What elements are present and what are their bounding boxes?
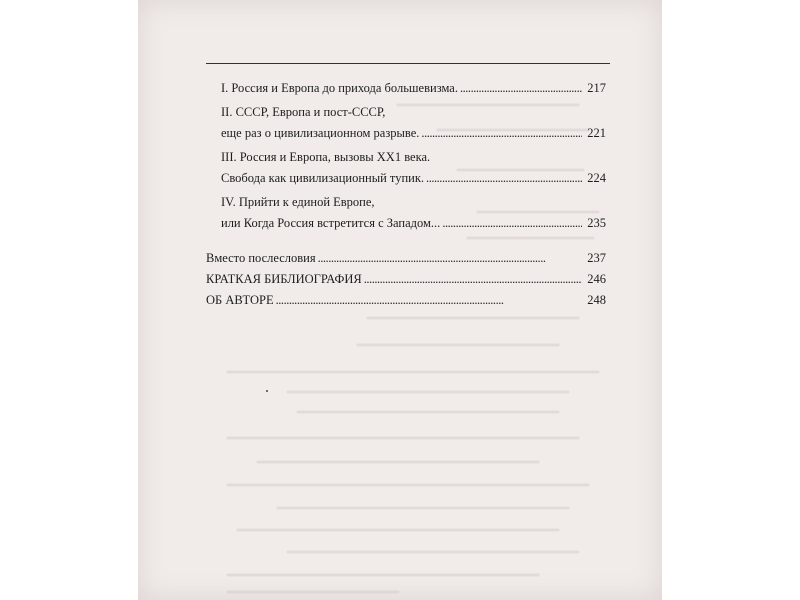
toc-entry-section-1	[206, 78, 606, 99]
dot-leader	[460, 78, 582, 99]
toc-entry-title: IV. Прийти к единой Европе,	[221, 195, 375, 209]
toc-entry-title: III. Россия и Европа, вызовы XX1 века.	[221, 150, 431, 164]
toc-entry-section-2-line-1	[206, 102, 606, 123]
toc-entry-title: II. СССР, Европа и пост-СССР,	[221, 105, 386, 119]
toc-entry-bibliography	[206, 269, 606, 290]
toc-page-number: 248	[587, 293, 606, 307]
toc-page-number: 224	[587, 171, 606, 185]
toc-entry-section-4-line-1	[206, 192, 606, 213]
toc-entry-afterword	[206, 248, 606, 269]
dot-leader	[421, 123, 582, 144]
toc-entry-title: Вместо послесловия	[206, 251, 316, 265]
toc-page-number: 237	[587, 251, 606, 265]
toc-entry-title: КРАТКАЯ БИБЛИОГРАФИЯ	[206, 272, 362, 286]
toc-entry-section-4-line-2	[206, 213, 606, 234]
paper-speck	[266, 390, 268, 392]
dot-leader	[442, 213, 582, 234]
toc-entry-about-author	[206, 290, 606, 311]
toc-entry-title-continued: еще раз о цивилизационном разрыве.	[221, 126, 420, 140]
toc-entry-section-3-line-1	[206, 147, 606, 168]
dot-leader	[364, 269, 582, 290]
toc-page-number: 217	[587, 81, 606, 95]
toc-entry-section-2-line-2	[206, 123, 606, 144]
toc-entry-title: I. Россия и Европа до прихода большевизма.	[221, 81, 458, 95]
book-page	[138, 0, 662, 600]
dot-leader	[276, 290, 582, 311]
table-of-contents	[206, 78, 606, 311]
toc-entry-title-continued: Свобода как цивилизационный тупик.	[221, 171, 425, 185]
toc-page-number: 221	[587, 126, 606, 140]
toc-entry-section-3-line-2	[206, 168, 606, 189]
toc-entry-title: ОБ АВТОРЕ	[206, 293, 274, 307]
dot-leader	[426, 168, 582, 189]
toc-page-number: 235	[587, 216, 606, 230]
toc-entry-title-continued: или Когда Россия встретится с Западом...	[221, 216, 441, 230]
top-rule	[206, 63, 610, 64]
toc-page-number: 246	[587, 272, 606, 286]
dot-leader	[318, 248, 582, 269]
